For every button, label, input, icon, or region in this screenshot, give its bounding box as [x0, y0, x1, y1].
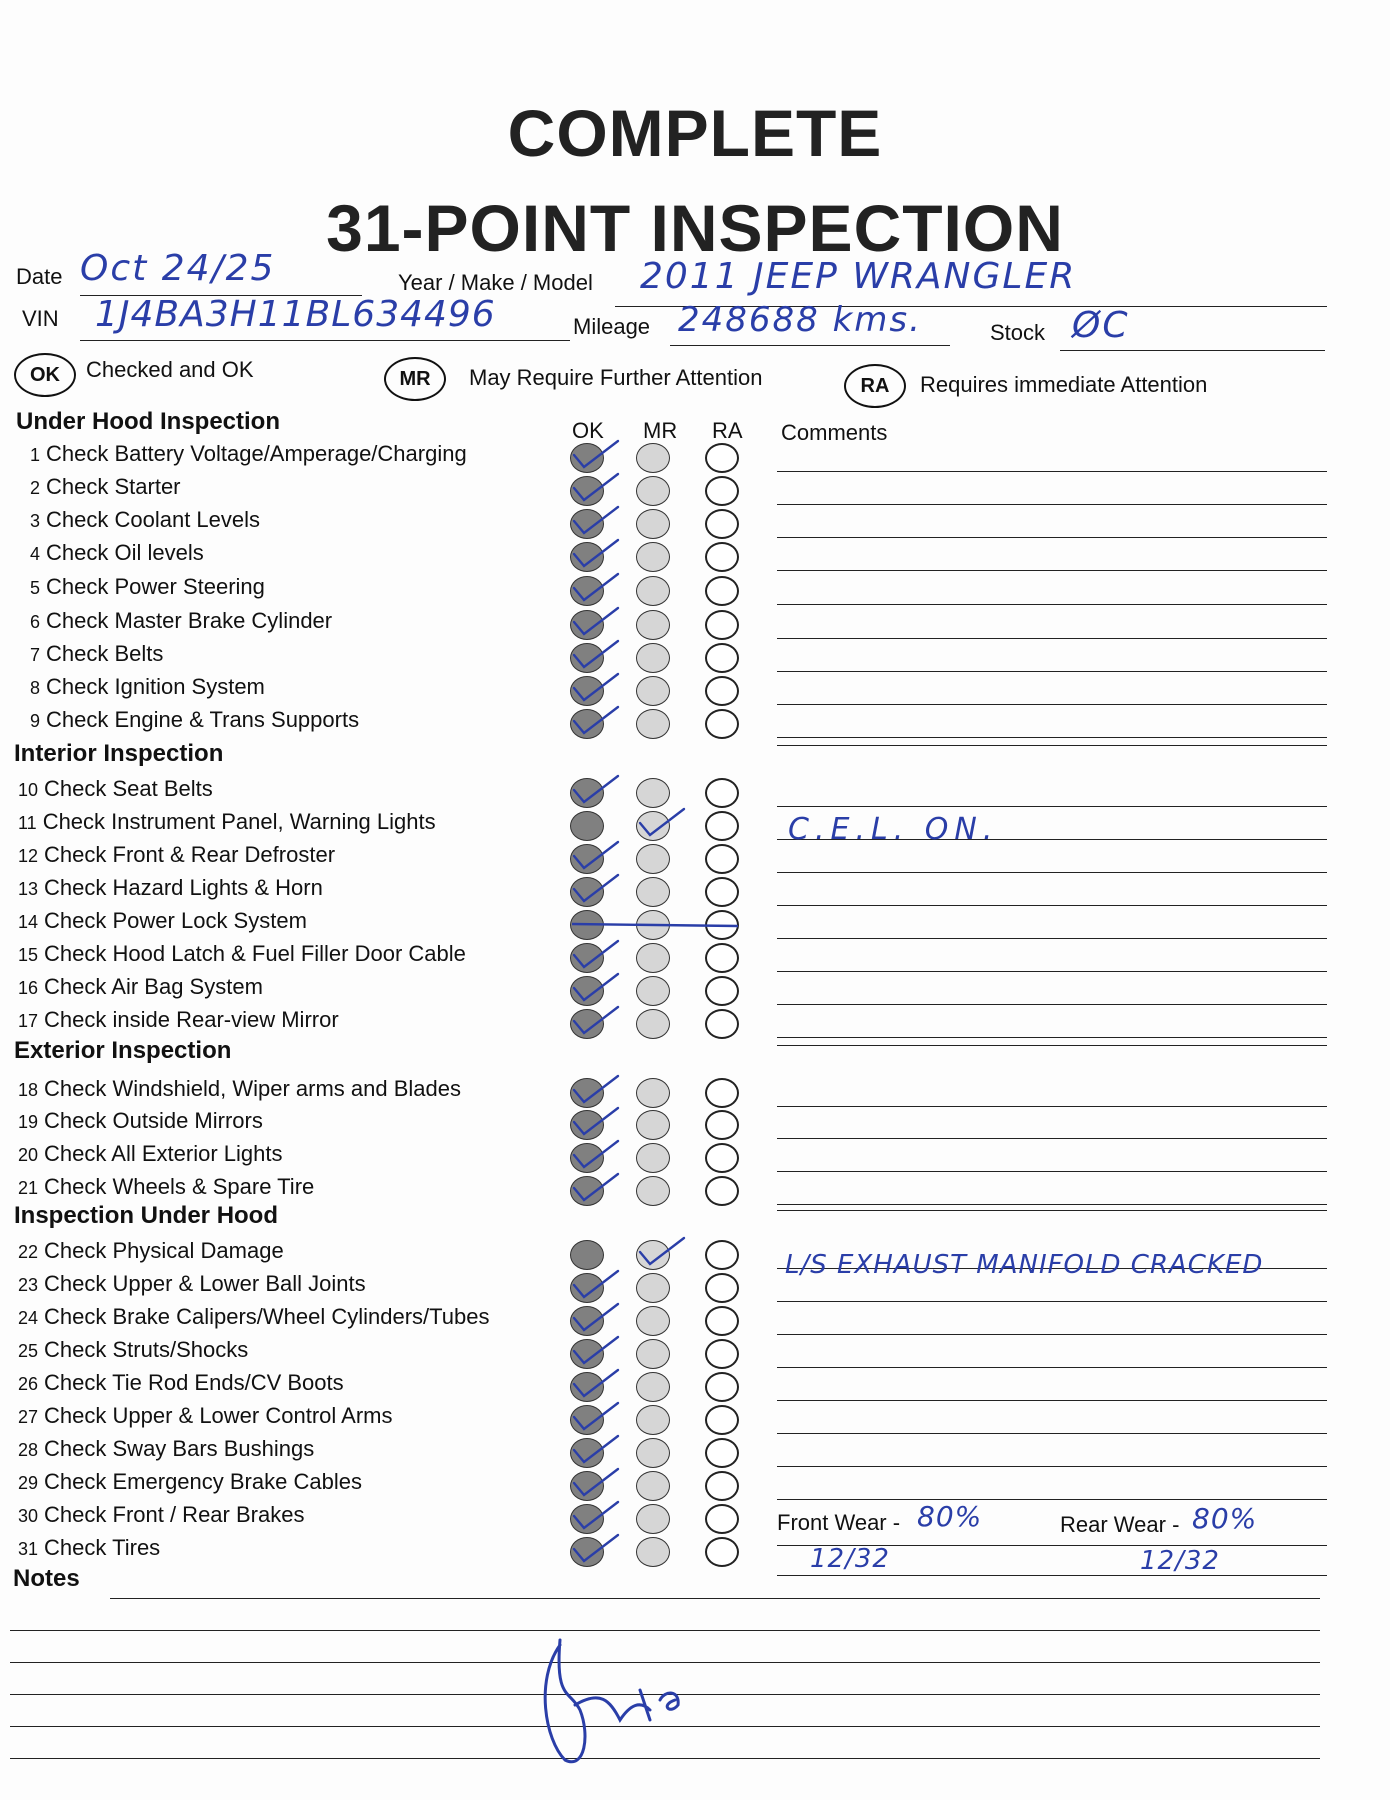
checklist-item-31: [18, 1535, 160, 1561]
checklist-item-6: [30, 608, 332, 634]
item-number: 13: [18, 879, 39, 899]
ra-radio-item-4[interactable]: [705, 542, 739, 572]
ok-radio-item-1[interactable]: [570, 443, 604, 473]
stock-value[interactable]: ØC: [1072, 305, 1130, 346]
legend-mr-text: May Require Further Attention: [469, 365, 763, 390]
mr-radio-item-14[interactable]: [636, 910, 670, 940]
comment-line-item-6[interactable]: [777, 638, 1327, 639]
item-number: 7: [30, 645, 41, 665]
item-number: 26: [18, 1374, 39, 1394]
ra-radio-item-17[interactable]: [705, 1009, 739, 1039]
ra-radio-item-6[interactable]: [705, 610, 739, 640]
ra-radio-item-14[interactable]: [705, 910, 739, 940]
front-wear-label: Front Wear -: [777, 1510, 901, 1535]
comment-line-item-20[interactable]: [777, 1171, 1327, 1172]
rear-wear-fraction[interactable]: 12/32: [1140, 1546, 1220, 1576]
comment-line-extra-2[interactable]: [777, 1045, 1327, 1046]
item-number: 30: [18, 1506, 39, 1526]
checklist-item-3: [30, 507, 260, 533]
mr-radio-item-5[interactable]: [636, 576, 670, 606]
item-label: Check All Exterior Lights: [44, 1141, 283, 1166]
item-number: 8: [30, 678, 41, 698]
checklist-item-22: [18, 1238, 284, 1264]
checklist-item-28: [18, 1436, 314, 1462]
item-number: 14: [18, 912, 39, 932]
item-label: Check Air Bag System: [44, 974, 263, 999]
legend-ok-badge: OK: [14, 353, 76, 397]
ok-radio-item-12[interactable]: [570, 844, 604, 874]
ra-radio-item-26[interactable]: [705, 1372, 739, 1402]
mr-radio-item-25[interactable]: [636, 1339, 670, 1369]
item-label: Check Windshield, Wiper arms and Blades: [44, 1076, 461, 1101]
brake-wear-line-2[interactable]: [777, 1575, 1327, 1576]
ymm-label: Year / Make / Model: [398, 270, 593, 295]
item-label: Check Outside Mirrors: [44, 1108, 263, 1133]
ra-radio-item-29[interactable]: [705, 1471, 739, 1501]
mr-radio-item-30[interactable]: [636, 1504, 670, 1534]
ok-radio-item-29[interactable]: [570, 1471, 604, 1501]
item-number: 11: [18, 813, 37, 833]
ra-radio-item-8[interactable]: [705, 676, 739, 706]
ra-radio-item-21[interactable]: [705, 1176, 739, 1206]
ra-radio-item-25[interactable]: [705, 1339, 739, 1369]
ok-radio-item-23[interactable]: [570, 1273, 604, 1303]
ra-radio-item-13[interactable]: [705, 877, 739, 907]
rear-wear-value[interactable]: 80%: [1192, 1502, 1258, 1535]
ok-radio-item-13[interactable]: [570, 877, 604, 907]
legend-ra-badge: RA: [844, 364, 906, 408]
comment-line-extra-1[interactable]: [777, 745, 1327, 746]
item-label: Check Engine & Trans Supports: [46, 707, 360, 732]
ok-radio-item-26[interactable]: [570, 1372, 604, 1402]
ok-radio-item-31[interactable]: [570, 1537, 604, 1567]
item-label: Check Power Steering: [46, 574, 265, 599]
mr-radio-item-3[interactable]: [636, 509, 670, 539]
ok-radio-item-15[interactable]: [570, 943, 604, 973]
item-number: 15: [18, 945, 39, 965]
item-label: Check Front & Rear Defroster: [44, 842, 336, 867]
comment-line-item-23[interactable]: [777, 1301, 1327, 1302]
legend-mr-badge: MR: [384, 357, 446, 401]
checklist-item-29: [18, 1469, 362, 1495]
ok-radio-item-8[interactable]: [570, 676, 604, 706]
comment-line-item-4[interactable]: [777, 570, 1327, 571]
mr-radio-item-1[interactable]: [636, 443, 670, 473]
checklist-item-10: [18, 776, 213, 802]
item-number: 19: [18, 1112, 39, 1132]
ymm-value[interactable]: 2011 JEEP WRANGLER: [640, 256, 1077, 297]
rear-wear-label: Rear Wear -: [1060, 1512, 1180, 1537]
mr-radio-item-26[interactable]: [636, 1372, 670, 1402]
mr-radio-item-29[interactable]: [636, 1471, 670, 1501]
comment-line-item-3[interactable]: [777, 537, 1327, 538]
front-wear-value[interactable]: 80%: [917, 1500, 983, 1533]
mr-radio-item-10[interactable]: [636, 778, 670, 808]
ra-radio-item-23[interactable]: [705, 1273, 739, 1303]
comment-line-item-14[interactable]: [777, 938, 1327, 939]
section-inspection-under-hood-title: Inspection Under Hood: [14, 1202, 278, 1229]
ra-radio-item-9[interactable]: [705, 709, 739, 739]
comment-line-item-17[interactable]: [777, 1037, 1327, 1038]
ok-radio-item-30[interactable]: [570, 1504, 604, 1534]
ra-radio-item-19[interactable]: [705, 1110, 739, 1140]
comment-line-item-9[interactable]: [777, 737, 1327, 738]
item-number: 16: [18, 978, 39, 998]
checklist-item-17: [18, 1007, 339, 1033]
ra-radio-item-18[interactable]: [705, 1078, 739, 1108]
item-label: Check Instrument Panel, Warning Lights: [42, 809, 436, 834]
comment-line-item-19[interactable]: [777, 1138, 1327, 1139]
ra-radio-item-22[interactable]: [705, 1240, 739, 1270]
comment-line-item-24[interactable]: [777, 1334, 1327, 1335]
checklist-item-8: [30, 674, 265, 700]
section-under-hood-title: Under Hood Inspection: [16, 408, 280, 435]
ok-radio-item-21[interactable]: [570, 1176, 604, 1206]
checklist-item-5: [30, 574, 265, 600]
checklist-item-2: [30, 474, 181, 500]
date-label: Date: [16, 264, 63, 289]
ra-radio-item-20[interactable]: [705, 1143, 739, 1173]
item-label: Check Brake Calipers/Wheel Cylinders/Tubes: [44, 1304, 490, 1329]
legend-ok-text: Checked and OK: [86, 357, 254, 382]
checklist-item-1: [30, 441, 467, 467]
mr-radio-item-7[interactable]: [636, 643, 670, 673]
column-comments-header: Comments: [781, 420, 888, 445]
item-label: Check inside Rear-view Mirror: [44, 1007, 339, 1032]
mr-radio-item-15[interactable]: [636, 943, 670, 973]
ra-radio-item-15[interactable]: [705, 943, 739, 973]
comment-line-item-21[interactable]: [777, 1204, 1327, 1205]
item-label: Check Oil levels: [46, 540, 204, 565]
mileage-value[interactable]: 248688 kms.: [678, 300, 922, 340]
item-label: Check Upper & Lower Ball Joints: [44, 1271, 366, 1296]
ok-radio-item-28[interactable]: [570, 1438, 604, 1468]
item-number: 25: [18, 1341, 39, 1361]
ok-radio-item-16[interactable]: [570, 976, 604, 1006]
item-number: 12: [18, 846, 39, 866]
comment-line-item-29[interactable]: [777, 1499, 1327, 1500]
checklist-item-21: [18, 1174, 314, 1200]
mr-radio-item-21[interactable]: [636, 1176, 670, 1206]
mr-radio-item-23[interactable]: [636, 1273, 670, 1303]
checklist-item-14: [18, 908, 307, 934]
ok-radio-item-10[interactable]: [570, 778, 604, 808]
ok-radio-item-20[interactable]: [570, 1143, 604, 1173]
mr-radio-item-31[interactable]: [636, 1537, 670, 1567]
mr-radio-item-24[interactable]: [636, 1306, 670, 1336]
comment-line-item-26[interactable]: [777, 1400, 1327, 1401]
ok-radio-item-5[interactable]: [570, 576, 604, 606]
ok-radio-item-18[interactable]: [570, 1078, 604, 1108]
notes-line-6[interactable]: [10, 1758, 1320, 1759]
checklist-item-11: [18, 809, 436, 835]
ok-radio-item-2[interactable]: [570, 476, 604, 506]
ra-radio-item-31[interactable]: [705, 1537, 739, 1567]
mr-radio-item-28[interactable]: [636, 1438, 670, 1468]
comment-item-11[interactable]: C.E.L. ON.: [788, 812, 999, 847]
ra-radio-item-11[interactable]: [705, 811, 739, 841]
item-label: Check Starter: [46, 474, 181, 499]
item-label: Check Ignition System: [46, 674, 265, 699]
ra-radio-item-3[interactable]: [705, 509, 739, 539]
item-number: 23: [18, 1275, 39, 1295]
comment-line-item-10[interactable]: [777, 806, 1327, 807]
item-label: Check Struts/Shocks: [44, 1337, 249, 1362]
stock-underline: [1060, 350, 1325, 351]
item-label: Check Seat Belts: [44, 776, 213, 801]
ok-radio-item-19[interactable]: [570, 1110, 604, 1140]
checklist-item-20: [18, 1141, 282, 1167]
comment-item-22[interactable]: L/S EXHAUST MANIFOLD CRACKED: [785, 1250, 1264, 1280]
front-wear-fraction[interactable]: 12/32: [810, 1544, 890, 1574]
item-label: Check Emergency Brake Cables: [44, 1469, 362, 1494]
mr-radio-item-11[interactable]: [636, 811, 670, 841]
comment-line-item-27[interactable]: [777, 1433, 1327, 1434]
item-label: Check Hood Latch & Fuel Filler Door Cable: [44, 941, 466, 966]
item-number: 31: [18, 1539, 39, 1559]
comment-line-item-16[interactable]: [777, 1004, 1327, 1005]
ra-radio-item-28[interactable]: [705, 1438, 739, 1468]
item-number: 9: [30, 711, 41, 731]
notes-label: Notes: [13, 1565, 80, 1592]
ra-radio-item-2[interactable]: [705, 476, 739, 506]
item-number: 24: [18, 1308, 39, 1328]
mr-radio-item-13[interactable]: [636, 877, 670, 907]
comment-line-item-18[interactable]: [777, 1106, 1327, 1107]
item-number: 2: [30, 478, 41, 498]
mr-radio-item-4[interactable]: [636, 542, 670, 572]
item-number: 3: [30, 511, 41, 531]
item-number: 20: [18, 1145, 39, 1165]
item-label: Check Belts: [46, 641, 164, 666]
ra-radio-item-24[interactable]: [705, 1306, 739, 1336]
comment-line-item-12[interactable]: [777, 872, 1327, 873]
checklist-item-12: [18, 842, 335, 868]
item-number: 6: [30, 612, 41, 632]
mr-radio-item-27[interactable]: [636, 1405, 670, 1435]
checklist-item-27: [18, 1403, 393, 1429]
item-label: Check Tie Rod Ends/CV Boots: [44, 1370, 344, 1395]
ok-radio-item-14[interactable]: [570, 910, 604, 940]
checklist-item-25: [18, 1337, 248, 1363]
comment-line-item-25[interactable]: [777, 1367, 1327, 1368]
ra-radio-item-16[interactable]: [705, 976, 739, 1006]
item-label: Check Hazard Lights & Horn: [44, 875, 323, 900]
checklist-item-13: [18, 875, 323, 901]
mileage-label: Mileage: [573, 314, 651, 339]
stock-label: Stock: [990, 320, 1046, 345]
title-line-2: 31-POINT INSPECTION: [326, 191, 1064, 265]
checklist-item-18: [18, 1076, 461, 1102]
checklist-item-9: [30, 707, 359, 733]
item-label: Check Front / Rear Brakes: [44, 1502, 305, 1527]
comment-line-item-7[interactable]: [777, 671, 1327, 672]
checklist-item-16: [18, 974, 263, 1000]
date-value[interactable]: Oct 24/25: [80, 248, 276, 289]
item-number: 10: [18, 780, 39, 800]
ok-radio-item-22[interactable]: [570, 1240, 604, 1270]
mr-radio-item-22[interactable]: [636, 1240, 670, 1270]
item-label: Check Physical Damage: [44, 1238, 284, 1263]
item-number: 5: [30, 578, 41, 598]
vin-underline: [80, 340, 570, 341]
comment-line-item-8[interactable]: [777, 704, 1327, 705]
ra-radio-item-12[interactable]: [705, 844, 739, 874]
mr-radio-item-6[interactable]: [636, 610, 670, 640]
mr-radio-item-17[interactable]: [636, 1009, 670, 1039]
ra-radio-item-10[interactable]: [705, 778, 739, 808]
mileage-underline: [670, 345, 950, 346]
mr-radio-item-20[interactable]: [636, 1143, 670, 1173]
notes-line-3[interactable]: [10, 1662, 1320, 1663]
ok-radio-item-25[interactable]: [570, 1339, 604, 1369]
item-number: 28: [18, 1440, 39, 1460]
ok-radio-item-3[interactable]: [570, 509, 604, 539]
notes-line-2[interactable]: [10, 1630, 1320, 1631]
checklist-item-19: [18, 1108, 263, 1134]
checklist-item-15: [18, 941, 466, 967]
item-number: 18: [18, 1080, 39, 1100]
checklist-item-30: [18, 1502, 304, 1528]
item-number: 17: [18, 1011, 39, 1031]
column-ra-header: RA: [712, 418, 743, 443]
item-label: Check Wheels & Spare Tire: [44, 1174, 315, 1199]
ok-radio-item-24[interactable]: [570, 1306, 604, 1336]
ra-radio-item-5[interactable]: [705, 576, 739, 606]
checklist-item-23: [18, 1271, 366, 1297]
mr-radio-item-12[interactable]: [636, 844, 670, 874]
checklist-item-4: [30, 540, 204, 566]
legend-ra-text: Requires immediate Attention: [920, 372, 1208, 397]
title-line-1: COMPLETE: [507, 96, 883, 170]
checklist-item-26: [18, 1370, 344, 1396]
item-label: Check Upper & Lower Control Arms: [44, 1403, 393, 1428]
notes-line-4[interactable]: [10, 1694, 1320, 1695]
item-label: Check Battery Voltage/Amperage/Charging: [46, 441, 467, 466]
ok-radio-item-6[interactable]: [570, 610, 604, 640]
item-number: 22: [18, 1242, 39, 1262]
ra-radio-item-30[interactable]: [705, 1504, 739, 1534]
section-exterior-title: Exterior Inspection: [14, 1037, 232, 1064]
column-mr-header: MR: [643, 418, 678, 443]
vin-label: VIN: [22, 306, 59, 331]
item-label: Check Sway Bars Bushings: [44, 1436, 315, 1461]
comment-line-item-13[interactable]: [777, 905, 1327, 906]
comment-line-item-2[interactable]: [777, 504, 1327, 505]
mr-radio-item-9[interactable]: [636, 709, 670, 739]
mr-radio-item-19[interactable]: [636, 1110, 670, 1140]
section-interior-title: Interior Inspection: [14, 740, 224, 767]
ok-radio-item-17[interactable]: [570, 1009, 604, 1039]
ok-radio-item-7[interactable]: [570, 643, 604, 673]
item-label: Check Master Brake Cylinder: [46, 608, 333, 633]
comment-line-item-1[interactable]: [777, 471, 1327, 472]
ra-radio-item-7[interactable]: [705, 643, 739, 673]
item-label: Check Power Lock System: [44, 908, 307, 933]
comment-line-item-5[interactable]: [777, 604, 1327, 605]
mr-radio-item-8[interactable]: [636, 676, 670, 706]
column-ok-header: OK: [572, 418, 604, 443]
checklist-item-7: [30, 641, 163, 667]
ra-radio-item-1[interactable]: [705, 443, 739, 473]
ra-radio-item-27[interactable]: [705, 1405, 739, 1435]
mr-radio-item-16[interactable]: [636, 976, 670, 1006]
ok-radio-item-9[interactable]: [570, 709, 604, 739]
item-label: Check Tires: [44, 1535, 161, 1560]
ok-radio-item-4[interactable]: [570, 542, 604, 572]
comment-line-item-15[interactable]: [777, 971, 1327, 972]
comment-line-extra-3[interactable]: [777, 1210, 1327, 1211]
item-number: 21: [18, 1178, 39, 1198]
item-number: 29: [18, 1473, 39, 1493]
ok-radio-item-27[interactable]: [570, 1405, 604, 1435]
vin-value[interactable]: 1J4BA3H11BL634496: [95, 294, 496, 335]
mr-radio-item-18[interactable]: [636, 1078, 670, 1108]
ok-radio-item-11[interactable]: [570, 811, 604, 841]
mr-radio-item-2[interactable]: [636, 476, 670, 506]
notes-line-1[interactable]: [110, 1598, 1320, 1599]
comment-line-item-28[interactable]: [777, 1466, 1327, 1467]
item-number: 4: [30, 544, 41, 564]
item-number: 1: [30, 445, 41, 465]
checklist-item-24: [18, 1304, 490, 1330]
notes-line-5[interactable]: [10, 1726, 1320, 1727]
item-label: Check Coolant Levels: [46, 507, 261, 532]
item-number: 27: [18, 1407, 39, 1427]
